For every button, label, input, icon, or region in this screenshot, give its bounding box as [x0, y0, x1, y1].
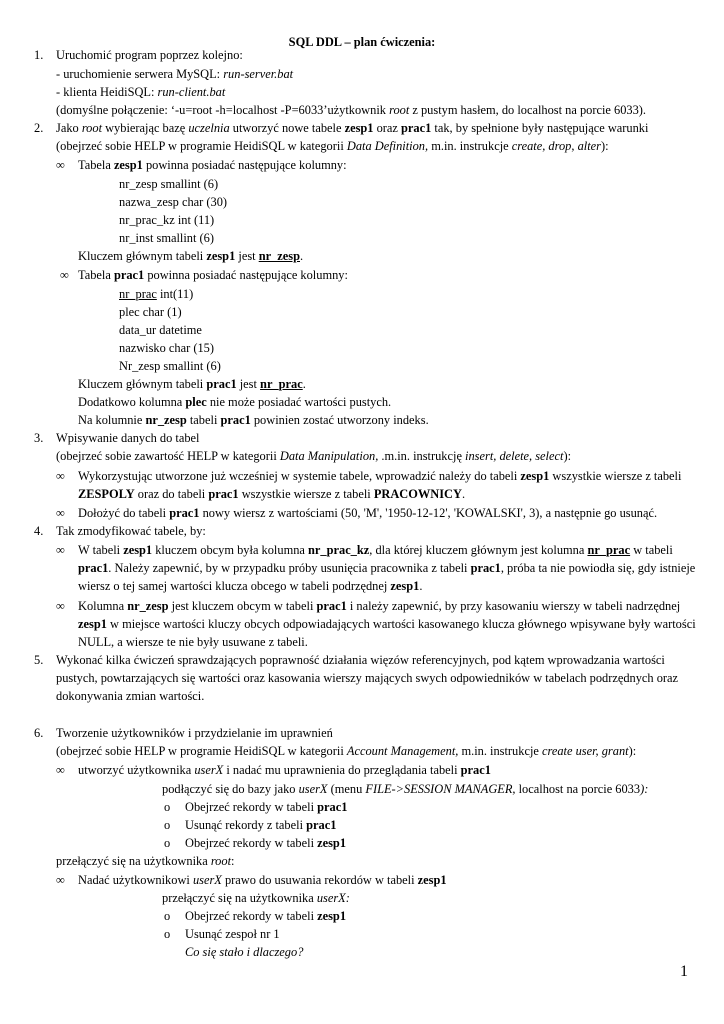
text: oraz [373, 121, 402, 135]
column-def: plec char (1) [119, 305, 182, 319]
section-2-help [56, 139, 609, 154]
task-item [185, 800, 347, 815]
text: nr_prac [260, 377, 303, 391]
text: Dodatkowo kolumna [78, 395, 186, 409]
text: - klienta HeidiSQL: [56, 85, 158, 99]
text: Kluczem głównym tabeli [78, 377, 207, 391]
text: (domyślne połączenie: ‘-u=root -h=localhost -P=6033’użytkownik [56, 103, 390, 117]
text: powinna posiadać następujące kolumny: [142, 158, 347, 172]
text: tak, by spełnione były następujące warunki [431, 121, 649, 135]
bullet-icon: ∞ [56, 469, 65, 483]
text: PRACOWNICY [373, 487, 462, 501]
text: ): [640, 782, 649, 796]
text: prac1 [206, 377, 237, 391]
text: zesp1 [206, 249, 236, 263]
text: wiersz o tej samej wartości klucza obcego w tabeli podrzędnej [78, 579, 391, 593]
section-1-heading: Uruchomić program poprzez kolejno: [56, 48, 243, 62]
section-6-bullet-1 [78, 763, 491, 778]
text: i należy zapewnić, by przy kasowaniu wierszy w tabeli nadrzędnej [346, 599, 681, 613]
column-def [119, 287, 193, 302]
text: prac1 [401, 121, 432, 135]
text: tabeli [186, 413, 221, 427]
text: nr_prac [119, 287, 157, 301]
task-item [185, 818, 336, 833]
text: jest [235, 249, 259, 263]
text: podłączyć się do bazy jako [162, 782, 299, 796]
section-6-heading: Tworzenie użytkowników i przydzielanie im uprawnień [56, 726, 333, 740]
text: W tabeli [78, 543, 124, 557]
section-6-bullet-2 [78, 873, 447, 888]
text: , [571, 139, 578, 153]
section-3-help [56, 449, 571, 464]
section-4-bullet-1 [78, 543, 673, 558]
circle-bullet-icon: o [164, 927, 171, 941]
text: prac1 [470, 561, 501, 575]
section-4-bullet-2-cont [78, 617, 696, 632]
section-2-heading [56, 121, 648, 136]
bullet-icon: ∞ [56, 763, 65, 777]
section-5-text: Wykonać kilka ćwiczeń sprawdzających poprawność działania więzów referencyjnych, pod kątem wprowadzania wartości [56, 653, 665, 667]
bullet-icon: ∞ [60, 268, 69, 282]
task-item [185, 836, 346, 851]
text: Nadać użytkownikowi [78, 873, 193, 887]
section-3-heading: Wpisywanie danych do tabel [56, 431, 200, 445]
section-1-number: 1. [34, 48, 44, 62]
text: zesp1 [78, 617, 107, 631]
text: m.in. instrukcje [428, 139, 512, 153]
section-6-number: 6. [34, 726, 44, 740]
text: zesp1 [520, 469, 550, 483]
title-text: SQL DDL – plan ćwiczenia: [288, 35, 436, 49]
text: zesp1 [344, 121, 374, 135]
text: prac1 [169, 506, 200, 520]
text: . [461, 487, 466, 501]
text: zesp1 [417, 873, 447, 887]
text: wybierając bazę [102, 121, 189, 135]
section-3-bullet-1 [78, 469, 681, 484]
question-text: Co się stało i dlaczego? [185, 945, 304, 959]
section-4-number: 4. [34, 524, 44, 538]
bullet-icon: ∞ [56, 599, 65, 613]
task-item: Usunąć zespoł nr 1 [185, 927, 280, 941]
text: wszystkie wiersze z tabeli [549, 469, 682, 483]
column-def: nr_prac_kz int (11) [119, 213, 215, 227]
text: Kolumna [78, 599, 128, 613]
bullet-icon: ∞ [56, 873, 65, 887]
text: Account Management, [346, 744, 459, 758]
text: z pustym hasłem, do localhost na porcie 6033). [409, 103, 647, 117]
text: m.in. instrukcje [458, 744, 542, 758]
text: , dla której kluczem głównym jest kolumna [369, 543, 588, 557]
text: root [210, 854, 232, 868]
section-4-bullet-1-cont [78, 579, 422, 594]
text: (obejrzeć sobie HELP w programie HeidiSQL w kategorii [56, 139, 347, 153]
text: insert, delete, select [465, 449, 564, 463]
text: Usunąć rekordy z tabeli [185, 818, 307, 832]
text: zesp1 [317, 909, 347, 923]
connect-instruction [162, 782, 648, 797]
text: ): [601, 139, 609, 153]
text: userX: [316, 891, 350, 905]
text: utworzyć użytkownika [78, 763, 195, 777]
section-3-bullet-2 [78, 506, 657, 521]
text: alter [577, 139, 601, 153]
text: plec [185, 395, 207, 409]
text: . [300, 249, 304, 263]
table-zesp1-heading [78, 158, 347, 173]
text: Jako [56, 121, 82, 135]
section-5-number: 5. [34, 653, 44, 667]
text: ZESPOLY [78, 487, 135, 501]
text: prac1 [220, 413, 251, 427]
text: . [302, 377, 306, 391]
text: nr_zesp [127, 599, 169, 613]
text: prac1 [78, 561, 109, 575]
section-2-number: 2. [34, 121, 44, 135]
text: utworzyć nowe tabele [229, 121, 345, 135]
primary-key-zesp1 [78, 249, 303, 264]
section-1-line [56, 67, 293, 82]
circle-bullet-icon: o [164, 818, 171, 832]
text: nowy wiersz z wartościami (50, 'M', '1950-12-12', 'KOWALSKI', 3), a następnie go usunąć. [199, 506, 658, 520]
text: nie może posiadać wartości pustych. [206, 395, 392, 409]
column-def: nazwisko char (15) [119, 341, 214, 355]
text: nr_prac [587, 543, 631, 557]
text: nr_prac_kz [308, 543, 370, 557]
text: przełączyć się na użytkownika [162, 891, 317, 905]
text: (obejrzeć sobie HELP w programie HeidiSQL w kategorii [56, 744, 347, 758]
section-5-text: pustych, powtarzających się wartości oraz kasowania wierszy mających swych odpowiedników w tabelach podrzędnych oraz [56, 671, 679, 685]
text: userX [298, 782, 328, 796]
circle-bullet-icon: o [164, 800, 171, 814]
column-def: Nr_zesp smallint (6) [119, 359, 221, 373]
text: prac1 [316, 599, 347, 613]
section-3-number: 3. [34, 431, 44, 445]
text: Dołożyć do tabeli [78, 506, 170, 520]
switch-user-root [56, 854, 234, 869]
text: zesp1 [317, 836, 347, 850]
section-1-line [56, 103, 646, 118]
text: powinna posiadać następujące kolumny: [144, 268, 348, 282]
section-4-bullet-2-cont: NULL, a wiersze te nie były usuwane z tabeli. [78, 635, 308, 649]
text: FILE->SESSION MANAGER, [365, 782, 516, 796]
index-nr-zesp [78, 413, 429, 428]
section-3-bullet-1-cont [78, 487, 465, 502]
text: w miejsce wartości kluczy obcych odpowiadających wartości kasowanego klucza głównego wpisywane były wartości [106, 617, 696, 631]
switch-user-userx [162, 891, 350, 906]
text: prac1 [306, 818, 337, 832]
section-4-bullet-2 [78, 599, 680, 614]
section-5-text: dokonywania zmian wartości. [56, 689, 205, 703]
text: Obejrzeć rekordy w tabeli [185, 909, 318, 923]
text: wszystkie wiersze z tabeli [238, 487, 374, 501]
primary-key-prac1 [78, 377, 306, 392]
text: zesp1 [390, 579, 420, 593]
text: , próba ta nie powiodła się, gdy istnieje [500, 561, 696, 575]
text: Obejrzeć rekordy w tabeli [185, 836, 318, 850]
text: localhost na porcie 6033 [515, 782, 641, 796]
text: Na kolumnie [78, 413, 146, 427]
bullet-icon: ∞ [56, 506, 65, 520]
text: i nadać mu uprawnienia do przeglądania tabeli [223, 763, 461, 777]
text: przełączyć się na użytkownika [56, 854, 211, 868]
text: Data Definition, [346, 139, 429, 153]
text: jest [236, 377, 261, 391]
column-def: nr_zesp smallint (6) [119, 177, 219, 191]
text: kluczem obcym była kolumna [152, 543, 309, 557]
text: Wykorzystując utworzone już wcześniej w systemie tabele, wprowadzić należy do tabeli [78, 469, 521, 483]
text: w tabeli [630, 543, 673, 557]
section-4-bullet-1-cont [78, 561, 695, 576]
section-4-heading: Tak zmodyfikować tabele, by: [56, 524, 206, 538]
text: Tabela [78, 268, 114, 282]
text: zesp1 [123, 543, 153, 557]
text: ): [628, 744, 637, 758]
text: Kluczem głównym tabeli [78, 249, 207, 263]
text: prac1 [317, 800, 348, 814]
text: run-server.bat [223, 67, 294, 81]
column-def: data_ur datetime [119, 323, 202, 337]
text: create user, grant [541, 744, 629, 758]
text: prac1 [208, 487, 239, 501]
section-1-line [56, 85, 225, 100]
text: uczelnia [188, 121, 230, 135]
text: . Należy zapewnić, by w przypadku próby usunięcia pracownika z tabeli [108, 561, 471, 575]
text: ): [563, 449, 572, 463]
text: powinien zostać utworzony indeks. [250, 413, 429, 427]
text: .m.in. instrukcję [378, 449, 466, 463]
text: Tabela [78, 158, 114, 172]
text: userX [192, 873, 222, 887]
table-prac1-heading [78, 268, 348, 283]
text: int(11) [156, 287, 194, 301]
text: (obejrzeć sobie zawartość HELP w kategorii [56, 449, 280, 463]
text: root [389, 103, 410, 117]
constraint-plec [78, 395, 391, 410]
text: Obejrzeć rekordy w tabeli [185, 800, 318, 814]
text: create, drop [511, 139, 572, 153]
text: - uruchomienie serwera MySQL: [56, 67, 224, 81]
column-def: nr_inst smallint (6) [119, 231, 214, 245]
bullet-icon: ∞ [56, 158, 65, 172]
text: prac1 [113, 268, 145, 282]
bullet-icon: ∞ [56, 543, 65, 557]
circle-bullet-icon: o [164, 836, 171, 850]
text: userX [194, 763, 224, 777]
column-def: nazwa_zesp char (30) [119, 195, 228, 209]
text: prawo do usuwania rekordów w tabeli [221, 873, 418, 887]
circle-bullet-icon: o [164, 909, 171, 923]
text: root [81, 121, 103, 135]
text: (menu [327, 782, 366, 796]
text: nr_zesp [145, 413, 187, 427]
text: . [419, 579, 423, 593]
text: : [231, 854, 235, 868]
section-6-help [56, 744, 636, 759]
text: nr_zesp [258, 249, 300, 263]
text: prac1 [460, 763, 491, 777]
text: zesp1 [113, 158, 143, 172]
text: oraz do tabeli [134, 487, 209, 501]
task-item [185, 909, 346, 924]
text: jest kluczem obcym w tabeli [168, 599, 317, 613]
page-number: 1 [680, 963, 688, 980]
text: run-client.bat [157, 85, 226, 99]
text: Data Manipulation, [279, 449, 379, 463]
